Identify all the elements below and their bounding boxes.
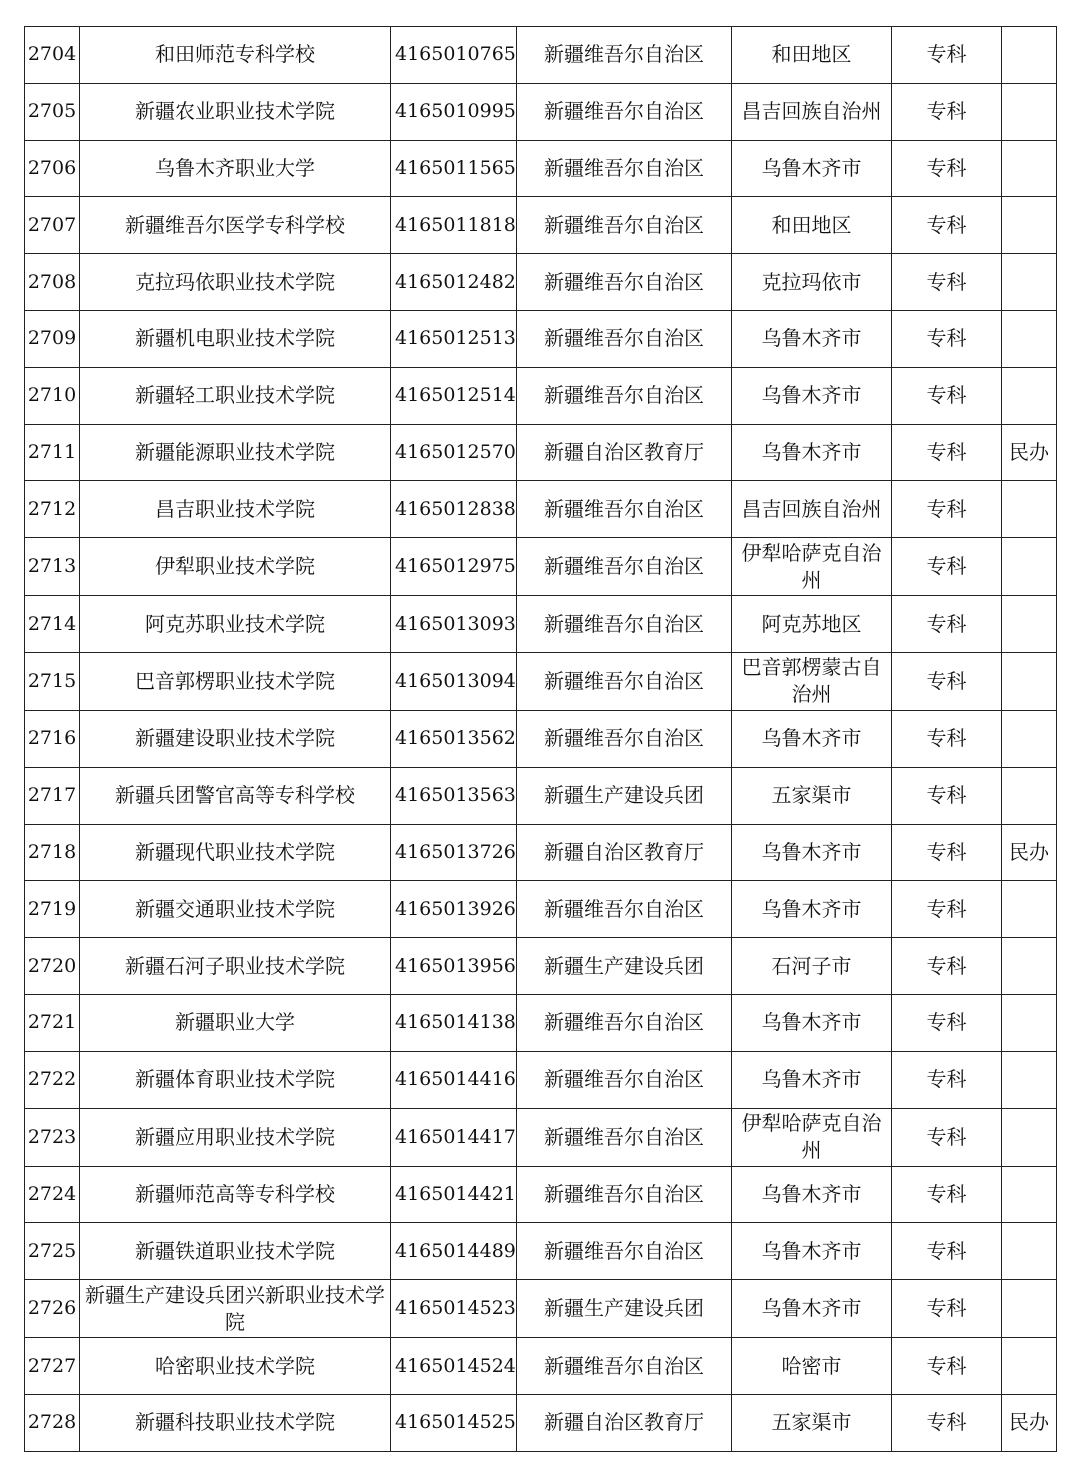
authority-cell: 新疆维吾尔自治区 xyxy=(517,1223,732,1280)
location-cell: 乌鲁木齐市 xyxy=(732,1223,892,1280)
level-cell: 专科 xyxy=(892,596,1002,653)
school-code-cell: 4165013094 xyxy=(391,652,517,710)
school-code-cell: 4165014417 xyxy=(391,1108,517,1166)
note-cell xyxy=(1002,481,1057,538)
level-cell: 专科 xyxy=(892,538,1002,596)
row-number-cell: 2714 xyxy=(25,596,80,653)
level-cell: 专科 xyxy=(892,1051,1002,1108)
school-code-cell: 4165012482 xyxy=(391,254,517,311)
row-number-cell: 2706 xyxy=(25,140,80,197)
row-number-cell: 2725 xyxy=(25,1223,80,1280)
school-name-cell: 新疆维吾尔医学专科学校 xyxy=(80,197,391,254)
note-cell: 民办 xyxy=(1002,1394,1057,1451)
table-row xyxy=(25,994,1057,1051)
table-row xyxy=(25,83,1057,140)
note-cell xyxy=(1002,83,1057,140)
note-cell xyxy=(1002,538,1057,596)
table-row xyxy=(25,1051,1057,1108)
note-cell xyxy=(1002,1338,1057,1395)
table-row xyxy=(25,538,1057,596)
location-cell: 乌鲁木齐市 xyxy=(732,140,892,197)
location-cell: 乌鲁木齐市 xyxy=(732,881,892,938)
school-code-cell: 4165011565 xyxy=(391,140,517,197)
authority-cell: 新疆维吾尔自治区 xyxy=(517,1108,732,1166)
row-number-cell: 2721 xyxy=(25,994,80,1051)
location-cell: 乌鲁木齐市 xyxy=(732,710,892,767)
school-name-cell: 克拉玛依职业技术学院 xyxy=(80,254,391,311)
school-code-cell: 4165012513 xyxy=(391,310,517,367)
level-cell: 专科 xyxy=(892,481,1002,538)
school-code-cell: 4165010995 xyxy=(391,83,517,140)
note-cell xyxy=(1002,767,1057,824)
school-code-cell: 4165014489 xyxy=(391,1223,517,1280)
table-row xyxy=(25,197,1057,254)
table-row xyxy=(25,27,1057,84)
row-number-cell: 2723 xyxy=(25,1108,80,1166)
school-code-cell: 4165013956 xyxy=(391,938,517,995)
school-name-cell: 新疆科技职业技术学院 xyxy=(80,1394,391,1451)
authority-cell: 新疆生产建设兵团 xyxy=(517,938,732,995)
school-name-cell: 新疆轻工职业技术学院 xyxy=(80,367,391,424)
school-name-cell: 新疆应用职业技术学院 xyxy=(80,1108,391,1166)
level-cell: 专科 xyxy=(892,367,1002,424)
row-number-cell: 2712 xyxy=(25,481,80,538)
school-code-cell: 4165013562 xyxy=(391,710,517,767)
school-name-cell: 和田师范专科学校 xyxy=(80,27,391,84)
table-row xyxy=(25,652,1057,710)
row-number-cell: 2707 xyxy=(25,197,80,254)
row-number-cell: 2727 xyxy=(25,1338,80,1395)
school-name-cell: 新疆交通职业技术学院 xyxy=(80,881,391,938)
authority-cell: 新疆维吾尔自治区 xyxy=(517,481,732,538)
authority-cell: 新疆维吾尔自治区 xyxy=(517,652,732,710)
school-code-cell: 4165014525 xyxy=(391,1394,517,1451)
level-cell: 专科 xyxy=(892,1280,1002,1338)
school-name-cell: 新疆农业职业技术学院 xyxy=(80,83,391,140)
authority-cell: 新疆维吾尔自治区 xyxy=(517,83,732,140)
authority-cell: 新疆维吾尔自治区 xyxy=(517,538,732,596)
table-row xyxy=(25,1223,1057,1280)
note-cell xyxy=(1002,1051,1057,1108)
authority-cell: 新疆维吾尔自治区 xyxy=(517,1166,732,1223)
table-row xyxy=(25,481,1057,538)
location-cell: 哈密市 xyxy=(732,1338,892,1395)
row-number-cell: 2715 xyxy=(25,652,80,710)
row-number-cell: 2722 xyxy=(25,1051,80,1108)
level-cell: 专科 xyxy=(892,310,1002,367)
location-cell: 巴音郭楞蒙古自治州 xyxy=(732,652,892,710)
school-code-cell: 4165014138 xyxy=(391,994,517,1051)
authority-cell: 新疆自治区教育厅 xyxy=(517,824,732,881)
note-cell xyxy=(1002,140,1057,197)
location-cell: 和田地区 xyxy=(732,197,892,254)
table-row xyxy=(25,1280,1057,1338)
row-number-cell: 2726 xyxy=(25,1280,80,1338)
table-row xyxy=(25,367,1057,424)
school-name-cell: 阿克苏职业技术学院 xyxy=(80,596,391,653)
authority-cell: 新疆生产建设兵团 xyxy=(517,1280,732,1338)
note-cell xyxy=(1002,1108,1057,1166)
school-name-cell: 新疆师范高等专科学校 xyxy=(80,1166,391,1223)
table-row xyxy=(25,1166,1057,1223)
school-name-cell: 新疆能源职业技术学院 xyxy=(80,424,391,481)
authority-cell: 新疆维吾尔自治区 xyxy=(517,310,732,367)
location-cell: 阿克苏地区 xyxy=(732,596,892,653)
school-name-cell: 昌吉职业技术学院 xyxy=(80,481,391,538)
table-row xyxy=(25,1338,1057,1395)
authority-cell: 新疆维吾尔自治区 xyxy=(517,881,732,938)
note-cell xyxy=(1002,254,1057,311)
note-cell xyxy=(1002,710,1057,767)
row-number-cell: 2713 xyxy=(25,538,80,596)
level-cell: 专科 xyxy=(892,881,1002,938)
authority-cell: 新疆维吾尔自治区 xyxy=(517,254,732,311)
level-cell: 专科 xyxy=(892,1108,1002,1166)
row-number-cell: 2724 xyxy=(25,1166,80,1223)
location-cell: 乌鲁木齐市 xyxy=(732,824,892,881)
document-page xyxy=(24,26,1057,1452)
row-number-cell: 2719 xyxy=(25,881,80,938)
note-cell xyxy=(1002,1166,1057,1223)
school-code-cell: 4165011818 xyxy=(391,197,517,254)
note-cell xyxy=(1002,197,1057,254)
level-cell: 专科 xyxy=(892,197,1002,254)
location-cell: 伊犁哈萨克自治州 xyxy=(732,538,892,596)
level-cell: 专科 xyxy=(892,1166,1002,1223)
table-row xyxy=(25,254,1057,311)
note-cell xyxy=(1002,1280,1057,1338)
school-code-cell: 4165014524 xyxy=(391,1338,517,1395)
location-cell: 乌鲁木齐市 xyxy=(732,310,892,367)
row-number-cell: 2708 xyxy=(25,254,80,311)
note-cell xyxy=(1002,310,1057,367)
table-row xyxy=(25,1108,1057,1166)
note-cell xyxy=(1002,938,1057,995)
authority-cell: 新疆维吾尔自治区 xyxy=(517,994,732,1051)
authority-cell: 新疆维吾尔自治区 xyxy=(517,1338,732,1395)
table-row xyxy=(25,1394,1057,1451)
note-cell: 民办 xyxy=(1002,824,1057,881)
level-cell: 专科 xyxy=(892,1394,1002,1451)
authority-cell: 新疆维吾尔自治区 xyxy=(517,710,732,767)
school-name-cell: 新疆生产建设兵团兴新职业技术学院 xyxy=(80,1280,391,1338)
school-name-cell: 伊犁职业技术学院 xyxy=(80,538,391,596)
location-cell: 乌鲁木齐市 xyxy=(732,1051,892,1108)
location-cell: 昌吉回族自治州 xyxy=(732,481,892,538)
school-code-cell: 4165014416 xyxy=(391,1051,517,1108)
row-number-cell: 2709 xyxy=(25,310,80,367)
row-number-cell: 2728 xyxy=(25,1394,80,1451)
table-body xyxy=(25,27,1057,1452)
school-code-cell: 4165012514 xyxy=(391,367,517,424)
school-name-cell: 乌鲁木齐职业大学 xyxy=(80,140,391,197)
note-cell: 民办 xyxy=(1002,424,1057,481)
location-cell: 乌鲁木齐市 xyxy=(732,367,892,424)
note-cell xyxy=(1002,596,1057,653)
location-cell: 乌鲁木齐市 xyxy=(732,1280,892,1338)
level-cell: 专科 xyxy=(892,1223,1002,1280)
note-cell xyxy=(1002,994,1057,1051)
row-number-cell: 2716 xyxy=(25,710,80,767)
level-cell: 专科 xyxy=(892,27,1002,84)
school-code-cell: 4165013726 xyxy=(391,824,517,881)
level-cell: 专科 xyxy=(892,424,1002,481)
authority-cell: 新疆维吾尔自治区 xyxy=(517,140,732,197)
table-row xyxy=(25,824,1057,881)
college-table xyxy=(24,26,1057,1452)
school-name-cell: 新疆体育职业技术学院 xyxy=(80,1051,391,1108)
school-code-cell: 4165014421 xyxy=(391,1166,517,1223)
school-name-cell: 哈密职业技术学院 xyxy=(80,1338,391,1395)
authority-cell: 新疆维吾尔自治区 xyxy=(517,27,732,84)
authority-cell: 新疆维吾尔自治区 xyxy=(517,367,732,424)
school-code-cell: 4165013093 xyxy=(391,596,517,653)
level-cell: 专科 xyxy=(892,652,1002,710)
row-number-cell: 2704 xyxy=(25,27,80,84)
table-row xyxy=(25,424,1057,481)
note-cell xyxy=(1002,1223,1057,1280)
school-name-cell: 巴音郭楞职业技术学院 xyxy=(80,652,391,710)
location-cell: 乌鲁木齐市 xyxy=(732,424,892,481)
location-cell: 五家渠市 xyxy=(732,767,892,824)
row-number-cell: 2705 xyxy=(25,83,80,140)
level-cell: 专科 xyxy=(892,938,1002,995)
school-name-cell: 新疆现代职业技术学院 xyxy=(80,824,391,881)
authority-cell: 新疆自治区教育厅 xyxy=(517,424,732,481)
location-cell: 乌鲁木齐市 xyxy=(732,994,892,1051)
level-cell: 专科 xyxy=(892,824,1002,881)
table-row xyxy=(25,140,1057,197)
table-row xyxy=(25,767,1057,824)
school-name-cell: 新疆兵团警官高等专科学校 xyxy=(80,767,391,824)
level-cell: 专科 xyxy=(892,1338,1002,1395)
row-number-cell: 2720 xyxy=(25,938,80,995)
school-name-cell: 新疆石河子职业技术学院 xyxy=(80,938,391,995)
authority-cell: 新疆维吾尔自治区 xyxy=(517,197,732,254)
table-row xyxy=(25,881,1057,938)
level-cell: 专科 xyxy=(892,710,1002,767)
school-name-cell: 新疆机电职业技术学院 xyxy=(80,310,391,367)
level-cell: 专科 xyxy=(892,767,1002,824)
school-name-cell: 新疆铁道职业技术学院 xyxy=(80,1223,391,1280)
location-cell: 乌鲁木齐市 xyxy=(732,1166,892,1223)
location-cell: 昌吉回族自治州 xyxy=(732,83,892,140)
table-row xyxy=(25,938,1057,995)
location-cell: 五家渠市 xyxy=(732,1394,892,1451)
location-cell: 石河子市 xyxy=(732,938,892,995)
school-code-cell: 4165010765 xyxy=(391,27,517,84)
level-cell: 专科 xyxy=(892,254,1002,311)
school-code-cell: 4165012838 xyxy=(391,481,517,538)
row-number-cell: 2710 xyxy=(25,367,80,424)
school-name-cell: 新疆职业大学 xyxy=(80,994,391,1051)
note-cell xyxy=(1002,367,1057,424)
authority-cell: 新疆维吾尔自治区 xyxy=(517,1051,732,1108)
note-cell xyxy=(1002,881,1057,938)
table-row xyxy=(25,310,1057,367)
row-number-cell: 2718 xyxy=(25,824,80,881)
school-name-cell: 新疆建设职业技术学院 xyxy=(80,710,391,767)
school-code-cell: 4165014523 xyxy=(391,1280,517,1338)
table-row xyxy=(25,710,1057,767)
location-cell: 和田地区 xyxy=(732,27,892,84)
authority-cell: 新疆生产建设兵团 xyxy=(517,767,732,824)
school-code-cell: 4165013926 xyxy=(391,881,517,938)
level-cell: 专科 xyxy=(892,994,1002,1051)
row-number-cell: 2717 xyxy=(25,767,80,824)
school-code-cell: 4165013563 xyxy=(391,767,517,824)
location-cell: 克拉玛依市 xyxy=(732,254,892,311)
note-cell xyxy=(1002,652,1057,710)
note-cell xyxy=(1002,27,1057,84)
row-number-cell: 2711 xyxy=(25,424,80,481)
school-code-cell: 4165012975 xyxy=(391,538,517,596)
level-cell: 专科 xyxy=(892,83,1002,140)
level-cell: 专科 xyxy=(892,140,1002,197)
location-cell: 伊犁哈萨克自治州 xyxy=(732,1108,892,1166)
table-row xyxy=(25,596,1057,653)
authority-cell: 新疆自治区教育厅 xyxy=(517,1394,732,1451)
school-code-cell: 4165012570 xyxy=(391,424,517,481)
authority-cell: 新疆维吾尔自治区 xyxy=(517,596,732,653)
